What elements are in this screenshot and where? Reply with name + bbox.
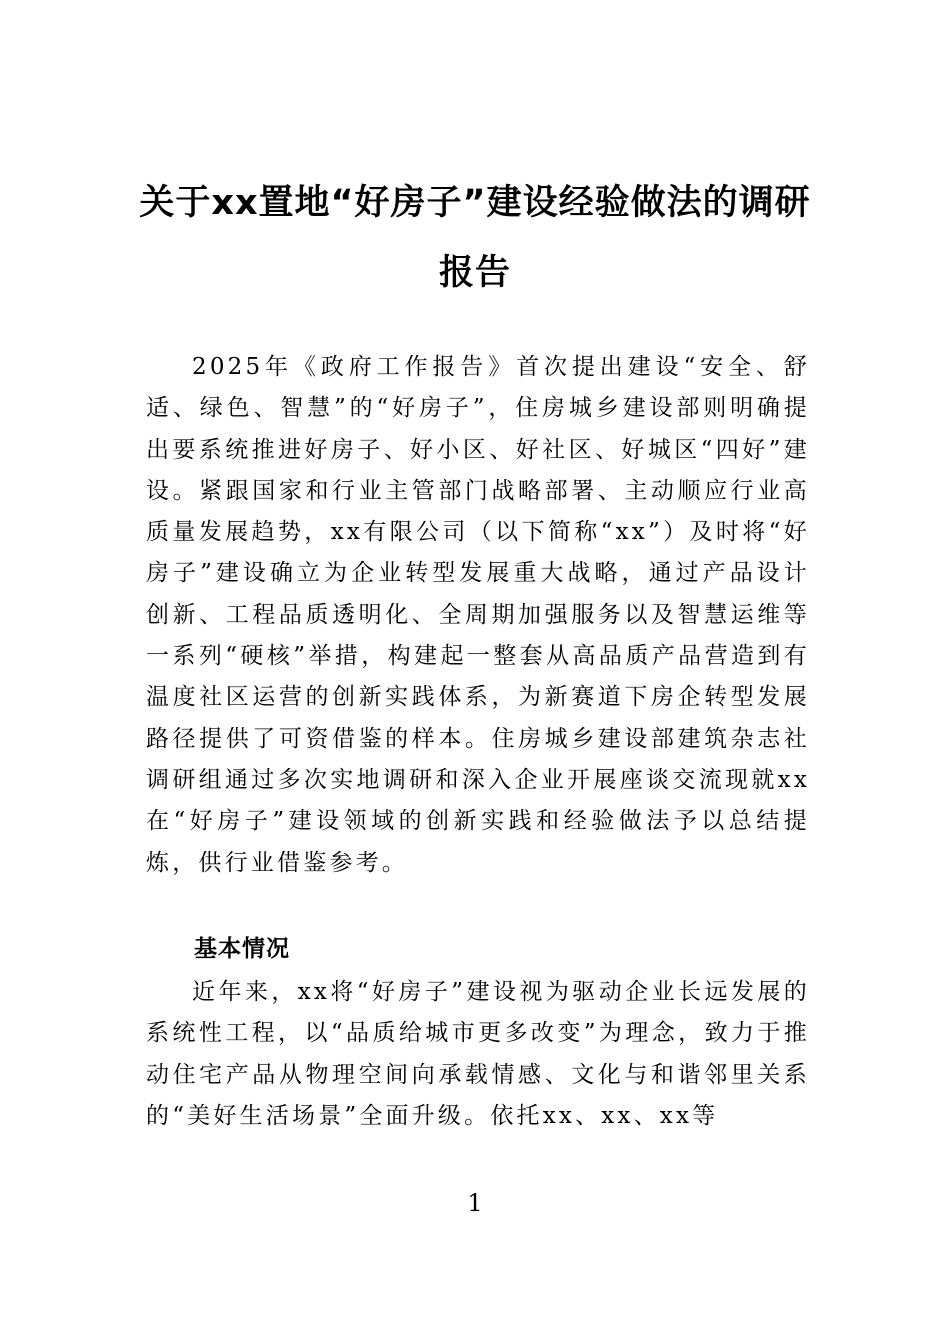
page-number: 1 (467, 1189, 483, 1217)
section-heading: 基本情况 (194, 936, 290, 962)
document-title: 关于xx置地“好房子”建设经验做法的调研报告 (139, 183, 811, 293)
intro-paragraph: 2025年《政府工作报告》首次提出建设“安全、舒适、绿色、智慧”的“好房子”，住房城乡建设部则明确提出要系统推进好房子、好小区、好社区、好城区“四好”建设。紧跟国家和行业主管部门战略部署、主动顺应行业高质量发展趋势，xx有限公司（以下简称“xx”）及时将“好房子”建设确立为企业转型发展重大战略，通过产品设计创新、工程品质透明化、全周期加强服务以及智慧运维等一系列“硬核”举措，构建起一整套从高品质产品营造到有温度社区运营的创新实践体系，为新赛道下房企转型发展路径提供了可资借鉴的样本。住房城乡建设部建筑杂志社调研组通过多次实地调研和深入企业开展座谈交流现就xx在“好房子”建设领域的创新实践和经验做法予以总结提炼，供行业借鉴参考。 (146, 354, 810, 876)
body-paragraph: 近年来，xx将“好房子”建设视为驱动企业长远发展的系统性工程，以“品质给城市更多改变”为理念，致力于推动住宅产品从物理空间向承载情感、文化与和谐邻里关系的“美好生活场景”全面升级。依托xx、xx、xx等 (146, 979, 810, 1129)
